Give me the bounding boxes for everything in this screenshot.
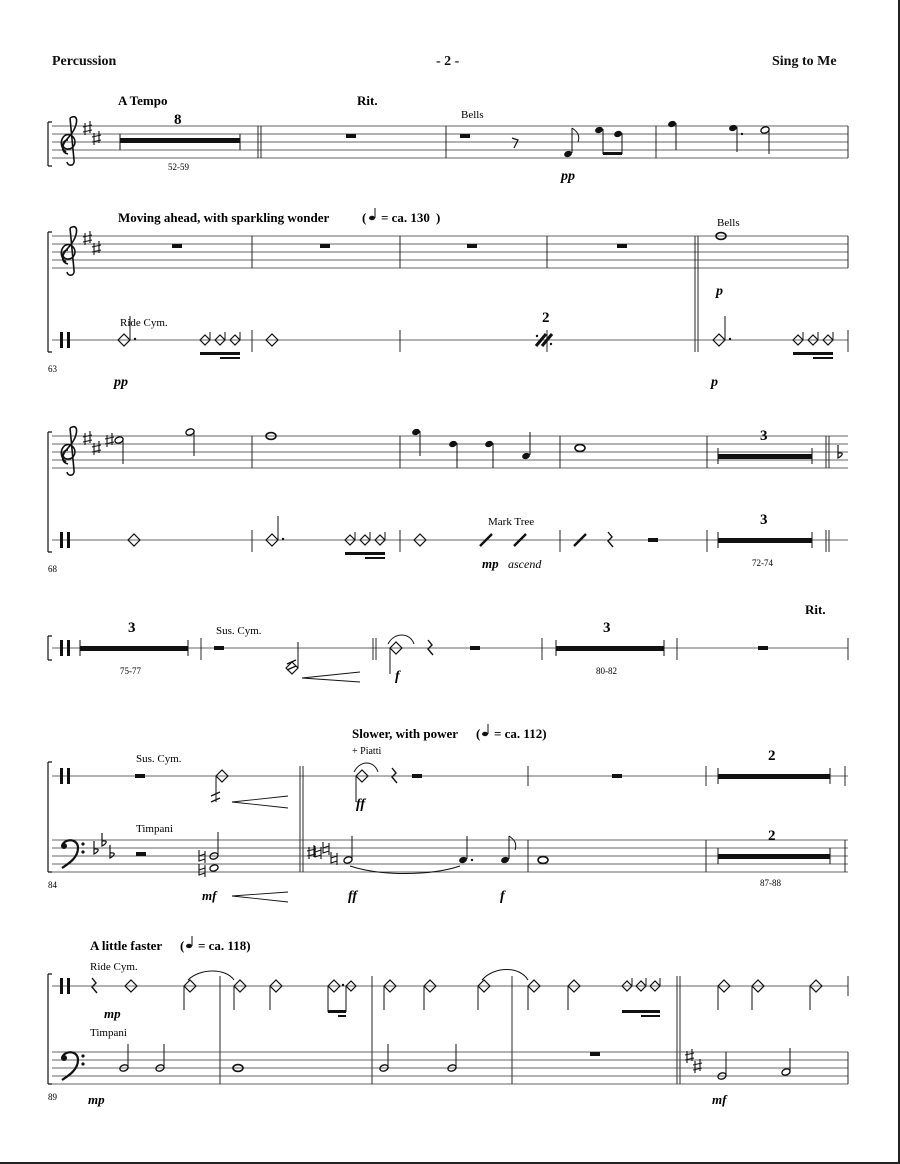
expression-text: ascend — [508, 557, 542, 571]
tempo-value: = ca. 118) — [198, 938, 251, 953]
mark-tree-label: Mark Tree — [488, 516, 535, 528]
tempo-value: = ca. 112) — [494, 726, 547, 741]
dynamic-p: p — [711, 375, 718, 390]
measure-number: 63 — [48, 364, 57, 374]
rit-marking: Rit. — [357, 93, 378, 108]
svg-text:(: ( — [362, 210, 367, 225]
dynamic-p: p — [716, 284, 723, 299]
dynamic-mf: mf — [712, 1092, 727, 1107]
tempo-text: Moving ahead, with sparkling wonder — [118, 210, 330, 225]
dynamic-mp: mp — [482, 556, 499, 571]
sus-cymbal-label: Sus. Cym. — [136, 753, 182, 765]
system-6 — [48, 936, 848, 1107]
measure-number: 89 — [48, 1092, 57, 1102]
ride-cymbal-label: Ride Cym. — [90, 961, 138, 973]
multirest-count: 3 — [760, 512, 768, 528]
multirest-count: 3 — [603, 620, 611, 636]
system-1 — [48, 93, 848, 184]
measure-number: 84 — [48, 880, 57, 890]
rit-marking: Rit. — [805, 602, 826, 617]
tempo-text: A little faster — [90, 938, 163, 953]
multirest-count: 2 — [768, 828, 776, 844]
multirest-count: 3 — [760, 428, 768, 444]
dynamic-ff: ff — [348, 889, 358, 904]
timpani-label: Timpani — [136, 823, 173, 835]
system-4 — [48, 602, 848, 684]
dynamic-pp: pp — [561, 169, 575, 184]
dynamic-pp: pp — [114, 375, 128, 390]
multirest-count: 3 — [128, 620, 136, 636]
sus-cymbal-label: Sus. Cym. — [216, 625, 262, 637]
multirest-range: 87-88 — [760, 878, 781, 888]
dynamic-f: f — [500, 889, 505, 904]
system-2 — [48, 208, 848, 390]
ride-cymbal-label: Ride Cym. — [120, 317, 168, 329]
dynamic-f: f — [395, 669, 400, 684]
tempo-marking: A Tempo — [118, 93, 168, 108]
multirest-range: 80-82 — [596, 666, 617, 676]
tempo-value: = ca. 130 — [381, 210, 430, 225]
multirest-range: 75-77 — [120, 666, 141, 676]
dynamic-mf: mf — [202, 888, 217, 903]
piatti-label: + Piatti — [352, 746, 382, 757]
repeat-count: 2 — [542, 310, 550, 326]
multirest-range: 72-74 — [752, 558, 773, 568]
bells-label: Bells — [717, 217, 740, 229]
dynamic-mp: mp — [104, 1006, 121, 1021]
system-3 — [48, 427, 848, 574]
svg-text:): ) — [436, 210, 441, 225]
system-5 — [48, 724, 848, 904]
multirest-count: 2 — [768, 748, 776, 764]
timpani-label: Timpani — [90, 1027, 127, 1039]
svg-text:(: ( — [476, 726, 481, 741]
instrument-name: Percussion — [52, 54, 117, 69]
bells-label: Bells — [461, 109, 484, 121]
piece-title: Sing to Me — [772, 54, 837, 69]
multirest-count: 8 — [174, 112, 182, 128]
page-number: - 2 - — [436, 54, 460, 69]
svg-text:(: ( — [180, 938, 185, 953]
tempo-text: Slower, with power — [352, 726, 459, 741]
dynamic-mp: mp — [88, 1092, 105, 1107]
dynamic-ff: ff — [356, 797, 366, 812]
multirest-range: 52-59 — [168, 162, 189, 172]
measure-number: 68 — [48, 564, 57, 574]
